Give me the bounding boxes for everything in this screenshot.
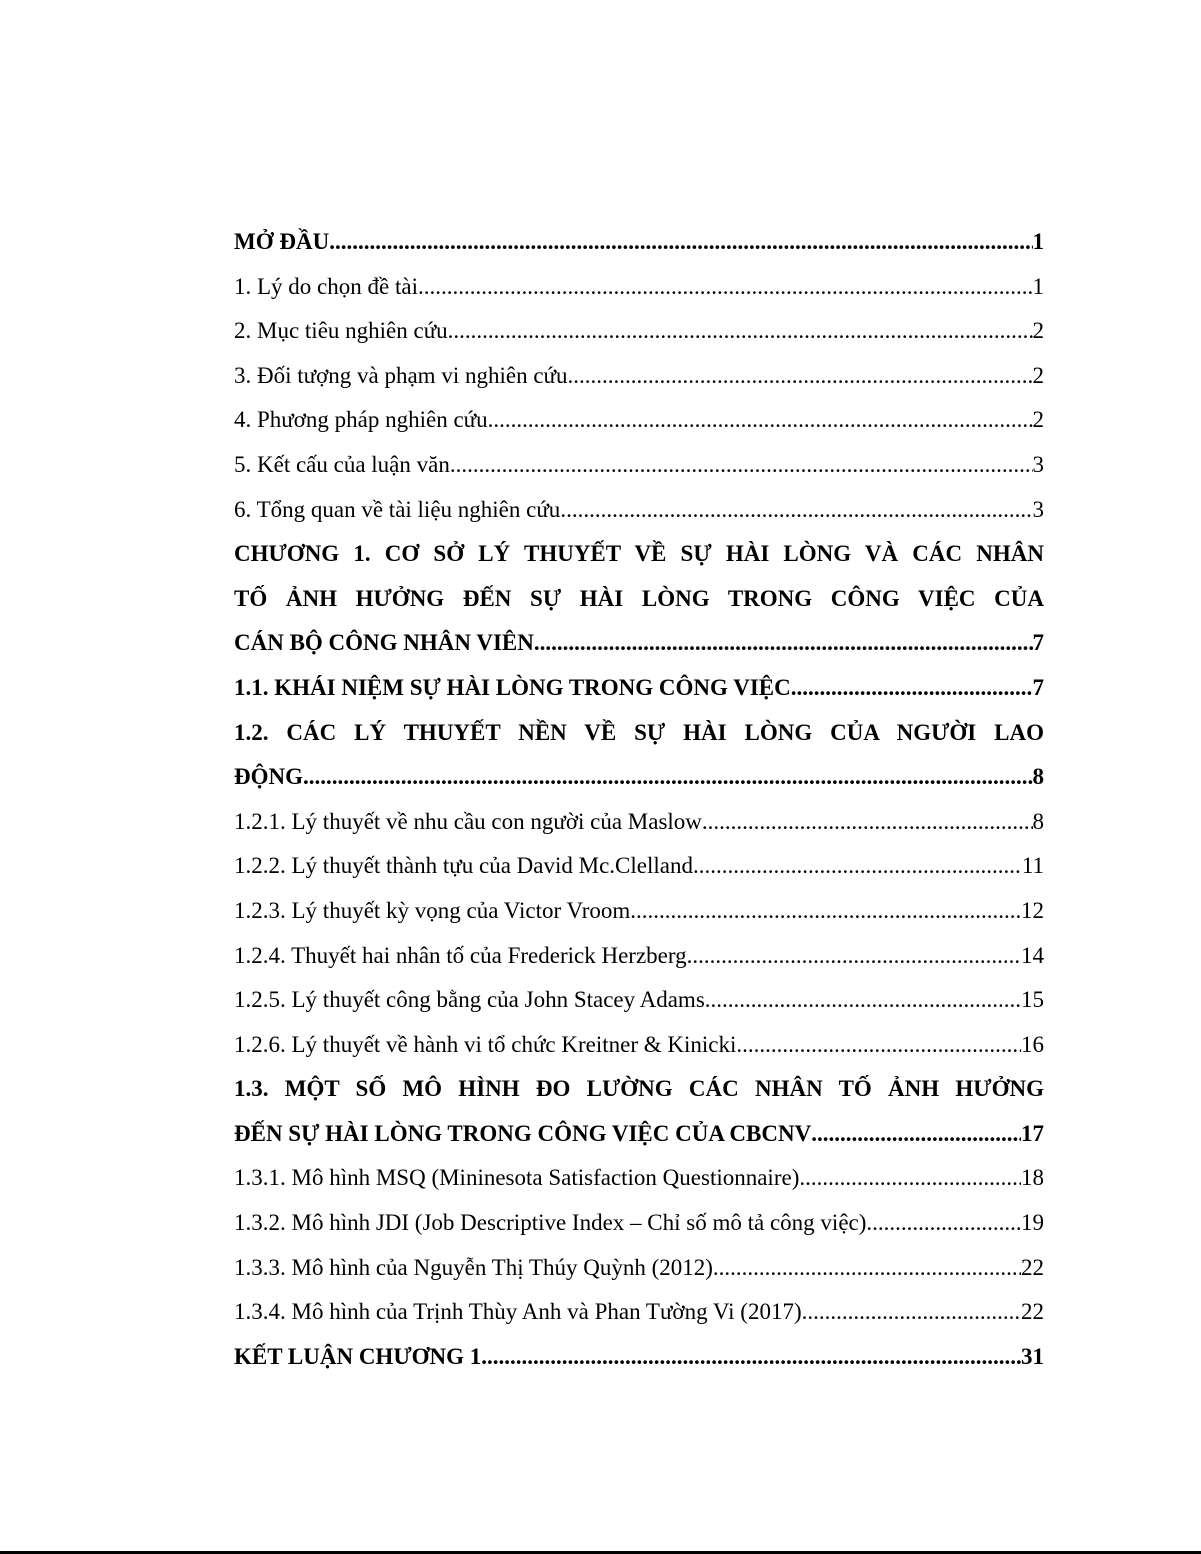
toc-leader-dots (303, 755, 1033, 800)
toc-page-number: 2 (1032, 318, 1044, 344)
toc-entry-title: ĐỘNG (234, 764, 303, 790)
toc-page-number: 15 (1021, 987, 1044, 1013)
toc-page-number: 3 (1032, 496, 1044, 522)
toc-entry-title: 6. Tổng quan về tài liệu nghiên cứu (234, 496, 561, 522)
toc-page-number: 7 (1032, 630, 1044, 656)
toc-entry-title: 1.2.2. Lý thuyết thành tựu của David Mc.Clelland (234, 853, 693, 879)
toc-leader-dots (450, 443, 1033, 488)
toc-entry-title: 1.3.2. Mô hình JDI (Job Descriptive Index – Chỉ số mô tả công việc) (234, 1210, 867, 1236)
toc-entry-1-2-3[interactable] (234, 889, 1044, 934)
toc-entry-1-2-4[interactable] (234, 934, 1044, 979)
toc-page-number: 22 (1021, 1254, 1044, 1280)
toc-entry-1-3-2[interactable] (234, 1201, 1044, 1246)
toc-entry-doi-tuong[interactable] (234, 354, 1044, 399)
toc-entry-title: 1.2.6. Lý thuyết về hành vi tổ chức Kreitner & Kinicki (234, 1031, 737, 1057)
toc-entry-ket-luan-chuong-1[interactable] (234, 1335, 1044, 1380)
toc-leader-dots (481, 1335, 1021, 1380)
toc-leader-dots (866, 1201, 1021, 1246)
toc-entry-title: CÁN BỘ CÔNG NHÂN VIÊN (234, 630, 534, 656)
toc-leader-dots (702, 800, 1033, 845)
toc-entry-title: 1. Lý do chọn đề tài (234, 273, 418, 299)
toc-leader-dots (488, 398, 1033, 443)
toc-leader-dots (693, 844, 1022, 889)
toc-page-number: 19 (1021, 1210, 1044, 1236)
toc-leader-dots (448, 309, 1033, 354)
toc-entry-ket-cau[interactable] (234, 443, 1044, 488)
toc-entry-title-line: 1.3. MỘT SỐ MÔ HÌNH ĐO LƯỜNG CÁC NHÂN TỐ ẢNH HƯỞNG (234, 1076, 1044, 1102)
toc-entry-section-1-1[interactable] (234, 666, 1044, 711)
toc-leader-dots (534, 621, 1033, 666)
toc-leader-dots (811, 1112, 1021, 1157)
toc-entry-title: MỞ ĐẦU (234, 229, 330, 254)
toc-entry-title: 1.3.4. Mô hình của Trịnh Thùy Anh và Phan Tường Vi (2017) (234, 1299, 802, 1325)
toc-entry-last-line (234, 1112, 1044, 1157)
toc-entry-title: 1.2.4. Thuyết hai nhân tố của Frederick Herzberg (234, 942, 687, 968)
toc-leader-dots (791, 666, 1033, 711)
toc-page-number: 2 (1032, 407, 1044, 433)
toc-entry-title: 1.1. KHÁI NIỆM SỰ HÀI LÒNG TRONG CÔNG VIỆC (234, 674, 791, 700)
toc-entry-mo-dau[interactable] (234, 220, 1044, 265)
toc-page-number: 7 (1032, 674, 1044, 700)
toc-entry-title: 5. Kết cấu của luận văn (234, 451, 450, 477)
toc-leader-dots (630, 889, 1021, 934)
toc-page-number: 8 (1032, 764, 1044, 790)
toc-entry-title-line: CHƯƠNG 1. CƠ SỞ LÝ THUYẾT VỀ SỰ HÀI LÒNG VÀ CÁC NHÂN (234, 541, 1044, 567)
toc-entry-ly-do[interactable] (234, 265, 1044, 310)
toc-entry-title: 2. Mục tiêu nghiên cứu (234, 318, 448, 344)
toc-entry-last-line (234, 755, 1044, 800)
toc-page-number: 8 (1032, 808, 1044, 834)
toc-entry-title: 1.3.1. Mô hình MSQ (Mininesota Satisfaction Questionnaire) (234, 1165, 800, 1191)
toc-entry-title-line: 1.2. CÁC LÝ THUYẾT NỀN VỀ SỰ HÀI LÒNG CỦA NGƯỜI LAO (234, 719, 1044, 745)
toc-page-number: 18 (1021, 1165, 1044, 1191)
toc-leader-dots (560, 488, 1032, 533)
toc-leader-dots (736, 1023, 1021, 1068)
toc-entry-title: KẾT LUẬN CHƯƠNG 1 (234, 1343, 482, 1369)
toc-entry-section-1-2[interactable] (234, 711, 1044, 800)
toc-entry-tong-quan[interactable] (234, 488, 1044, 533)
toc-entry-title: 1.2.1. Lý thuyết về nhu cầu con người của Maslow (234, 808, 702, 834)
toc-entry-title: ĐẾN SỰ HÀI LÒNG TRONG CÔNG VIỆC CỦA CBCNV (234, 1120, 812, 1146)
toc-entry-last-line (234, 621, 1044, 666)
toc-page-number: 16 (1021, 1031, 1044, 1057)
toc-entry-1-3-1[interactable] (234, 1156, 1044, 1201)
toc-page-number: 1 (1032, 229, 1044, 254)
toc-page-number: 14 (1021, 942, 1044, 968)
toc-page-number: 12 (1021, 897, 1044, 923)
toc-entry-title: 3. Đối tượng và phạm vi nghiên cứu (234, 362, 568, 388)
toc-page-number: 2 (1032, 362, 1044, 388)
toc-page-number: 17 (1021, 1120, 1044, 1146)
toc-leader-dots (329, 220, 1032, 265)
toc-entry-1-2-2[interactable] (234, 844, 1044, 889)
toc-entry-1-3-3[interactable] (234, 1246, 1044, 1291)
toc-page-number: 1 (1032, 273, 1044, 299)
toc-page-number: 31 (1021, 1343, 1044, 1369)
toc-entry-title-line: TỐ ẢNH HƯỞNG ĐẾN SỰ HÀI LÒNG TRONG CÔNG VIỆC CỦA (234, 585, 1044, 611)
toc-leader-dots (799, 1156, 1021, 1201)
toc-entry-1-2-6[interactable] (234, 1023, 1044, 1068)
toc-entry-chapter-1[interactable] (234, 532, 1044, 666)
toc-leader-dots (418, 265, 1033, 310)
toc-entry-1-3-4[interactable] (234, 1290, 1044, 1335)
toc-entry-section-1-3[interactable] (234, 1067, 1044, 1156)
toc-entry-title: 1.2.3. Lý thuyết kỳ vọng của Victor Vroom (234, 897, 631, 923)
toc-entry-1-2-5[interactable] (234, 978, 1044, 1023)
toc-entry-muc-tieu[interactable] (234, 309, 1044, 354)
table-of-contents (234, 220, 1044, 1379)
toc-leader-dots (568, 354, 1033, 399)
toc-entry-title: 1.3.3. Mô hình của Nguyễn Thị Thúy Quỳnh (2012) (234, 1254, 713, 1280)
toc-page-number: 11 (1021, 853, 1044, 879)
toc-leader-dots (687, 934, 1021, 979)
toc-entry-title: 4. Phương pháp nghiên cứu (234, 407, 488, 433)
toc-page-number: 22 (1021, 1299, 1044, 1325)
toc-leader-dots (802, 1290, 1021, 1335)
toc-entry-1-2-1[interactable] (234, 800, 1044, 845)
toc-page-number: 3 (1032, 451, 1044, 477)
toc-entry-title: 1.2.5. Lý thuyết công bằng của John Stacey Adams (234, 987, 705, 1013)
toc-entry-phuong-phap[interactable] (234, 398, 1044, 443)
toc-leader-dots (705, 978, 1021, 1023)
toc-leader-dots (713, 1246, 1021, 1291)
